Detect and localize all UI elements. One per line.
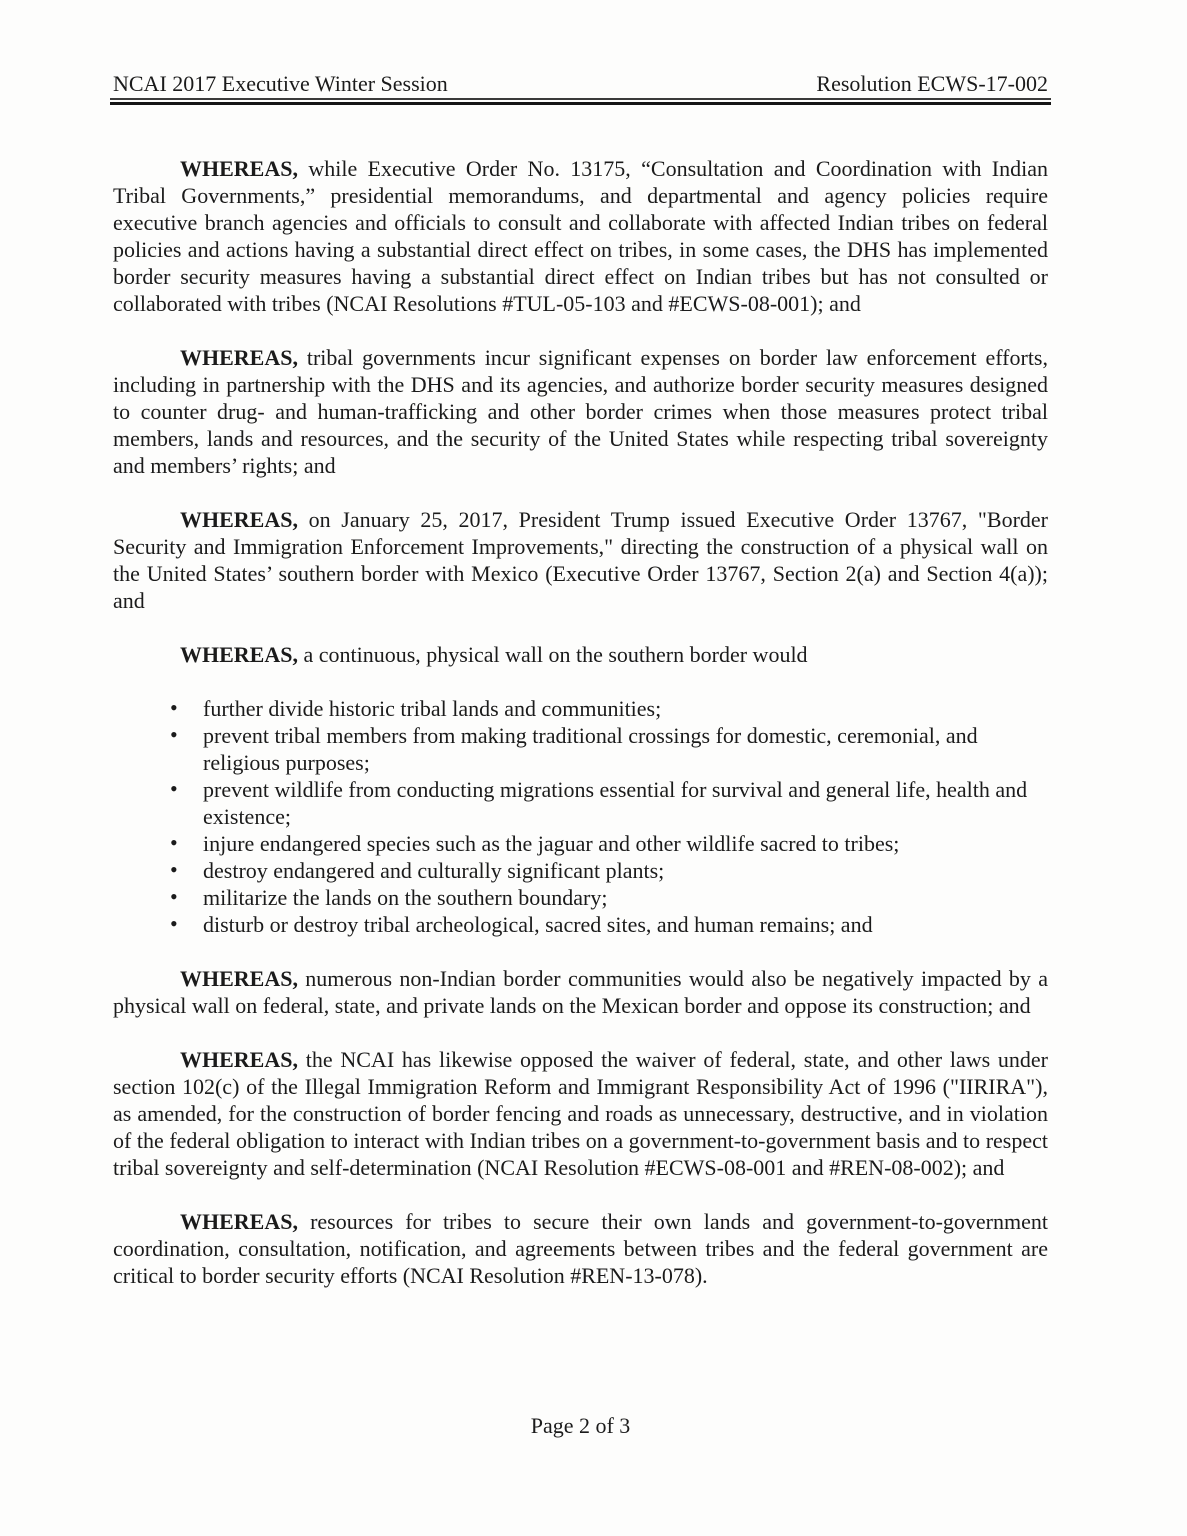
bullet-marker: • — [170, 911, 178, 936]
bullet-text: prevent wildlife from conducting migrations essential for survival and general life, health and existence; — [203, 777, 1028, 829]
header-resolution-number: Resolution ECWS-17-002 — [816, 71, 1048, 96]
paragraph-text: numerous non-Indian border communities would also be negatively impacted by a physical wall on federal, state, and private lands on the Mexican border and oppose its construction; and — [113, 966, 1048, 1018]
bullet-text: disturb or destroy tribal archeological, sacred sites, and human remains; and — [203, 912, 873, 937]
paragraph-whereas-2 — [113, 344, 1048, 479]
bullet-list — [113, 695, 1048, 938]
bullet-item — [113, 911, 1048, 938]
paragraph-text: while Executive Order No. 13175, “Consultation and Coordination with Indian Tribal Governments,” presidential memorandums, and departmental and agency policies require executive branch agencies and officials to consult and collaborate with affected Indian tribes on federal policies and actions having a substantial direct effect on tribes, in some cases, the DHS has implemented border security measures having a substantial direct effect on Indian tribes but has not consulted or collaborated with tribes (NCAI Resolutions #TUL-05-103 and #ECWS-08-001); and — [113, 156, 1048, 316]
bullet-text: destroy endangered and culturally significant plants; — [203, 858, 665, 883]
paragraph-text: on January 25, 2017, President Trump issued Executive Order 13767, "Border Security and Immigration Enforcement Improvements," directing the construction of a physical wall on the United States’ southern border with Mexico (Executive Order 13767, Section 2(a) and Section 4(a)); and — [113, 507, 1048, 613]
bullet-marker: • — [170, 830, 178, 855]
bullet-marker: • — [170, 695, 178, 720]
bullet-text: prevent tribal members from making traditional crossings for domestic, ceremonial, and religious purposes; — [203, 723, 978, 775]
whereas-lead: WHEREAS, — [180, 507, 298, 532]
paragraph-text: a continuous, physical wall on the southern border would — [297, 642, 808, 667]
bullet-item — [113, 830, 1048, 857]
bullet-item — [113, 695, 1048, 722]
bullet-item — [113, 722, 1048, 776]
whereas-lead: WHEREAS, — [180, 156, 298, 181]
paragraph-text: tribal governments incur significant expenses on border law enforcement efforts, including in partnership with the DHS and its agencies, and authorize border security measures designed to counter drug- and human-trafficking and other border crimes when those measures protect tribal members, lands and resources, and the security of the United States while respecting tribal sovereignty and members’ rights; and — [113, 345, 1048, 478]
header-session-title: NCAI 2017 Executive Winter Session — [113, 71, 448, 96]
bullet-text: further divide historic tribal lands and communities; — [203, 696, 662, 721]
page-footer — [113, 1412, 1048, 1439]
whereas-lead: WHEREAS, — [180, 1047, 298, 1072]
whereas-lead: WHEREAS, — [180, 345, 298, 370]
whereas-lead: WHEREAS, — [180, 1209, 298, 1234]
bullet-text: injure endangered species such as the jaguar and other wildlife sacred to tribes; — [203, 831, 900, 856]
bullet-item — [113, 884, 1048, 911]
bullet-text: militarize the lands on the southern boundary; — [203, 885, 608, 910]
bullet-marker: • — [170, 884, 178, 909]
paragraph-whereas-4-intro — [113, 641, 1048, 668]
whereas-lead: WHEREAS, — [180, 966, 298, 991]
document-body — [113, 155, 1048, 1316]
paragraph-text: the NCAI has likewise opposed the waiver of federal, state, and other laws under section 102(c) of the Illegal Immigration Reform and Immigrant Responsibility Act of 1996 ("IIRIRA"), as amended, for the construction of border fencing and roads as unnecessary, destructive, and in violation of the federal obligation to interact with Indian tribes on a government-to-government basis and to respect tribal sovereignty and self-determination (NCAI Resolution #ECWS-08-001 and #REN-08-002); and — [113, 1047, 1048, 1180]
bullet-item — [113, 857, 1048, 884]
paragraph-whereas-1 — [113, 155, 1048, 317]
paragraph-text: resources for tribes to secure their own lands and government-to-government coordination, consultation, notification, and agreements between tribes and the federal government are critical to border security efforts (NCAI Resolution #REN-13-078). — [113, 1209, 1048, 1288]
header-rule — [110, 98, 1051, 105]
bullet-marker: • — [170, 857, 178, 882]
page-number: Page 2 of 3 — [530, 1413, 631, 1438]
bullet-item — [113, 776, 1048, 830]
bullet-marker: • — [170, 776, 178, 801]
paragraph-whereas-3 — [113, 506, 1048, 614]
paragraph-whereas-6 — [113, 1046, 1048, 1181]
whereas-lead: WHEREAS, — [180, 642, 298, 667]
page-header — [113, 70, 1048, 97]
paragraph-whereas-7 — [113, 1208, 1048, 1289]
bullet-marker: • — [170, 722, 178, 747]
paragraph-whereas-5 — [113, 965, 1048, 1019]
